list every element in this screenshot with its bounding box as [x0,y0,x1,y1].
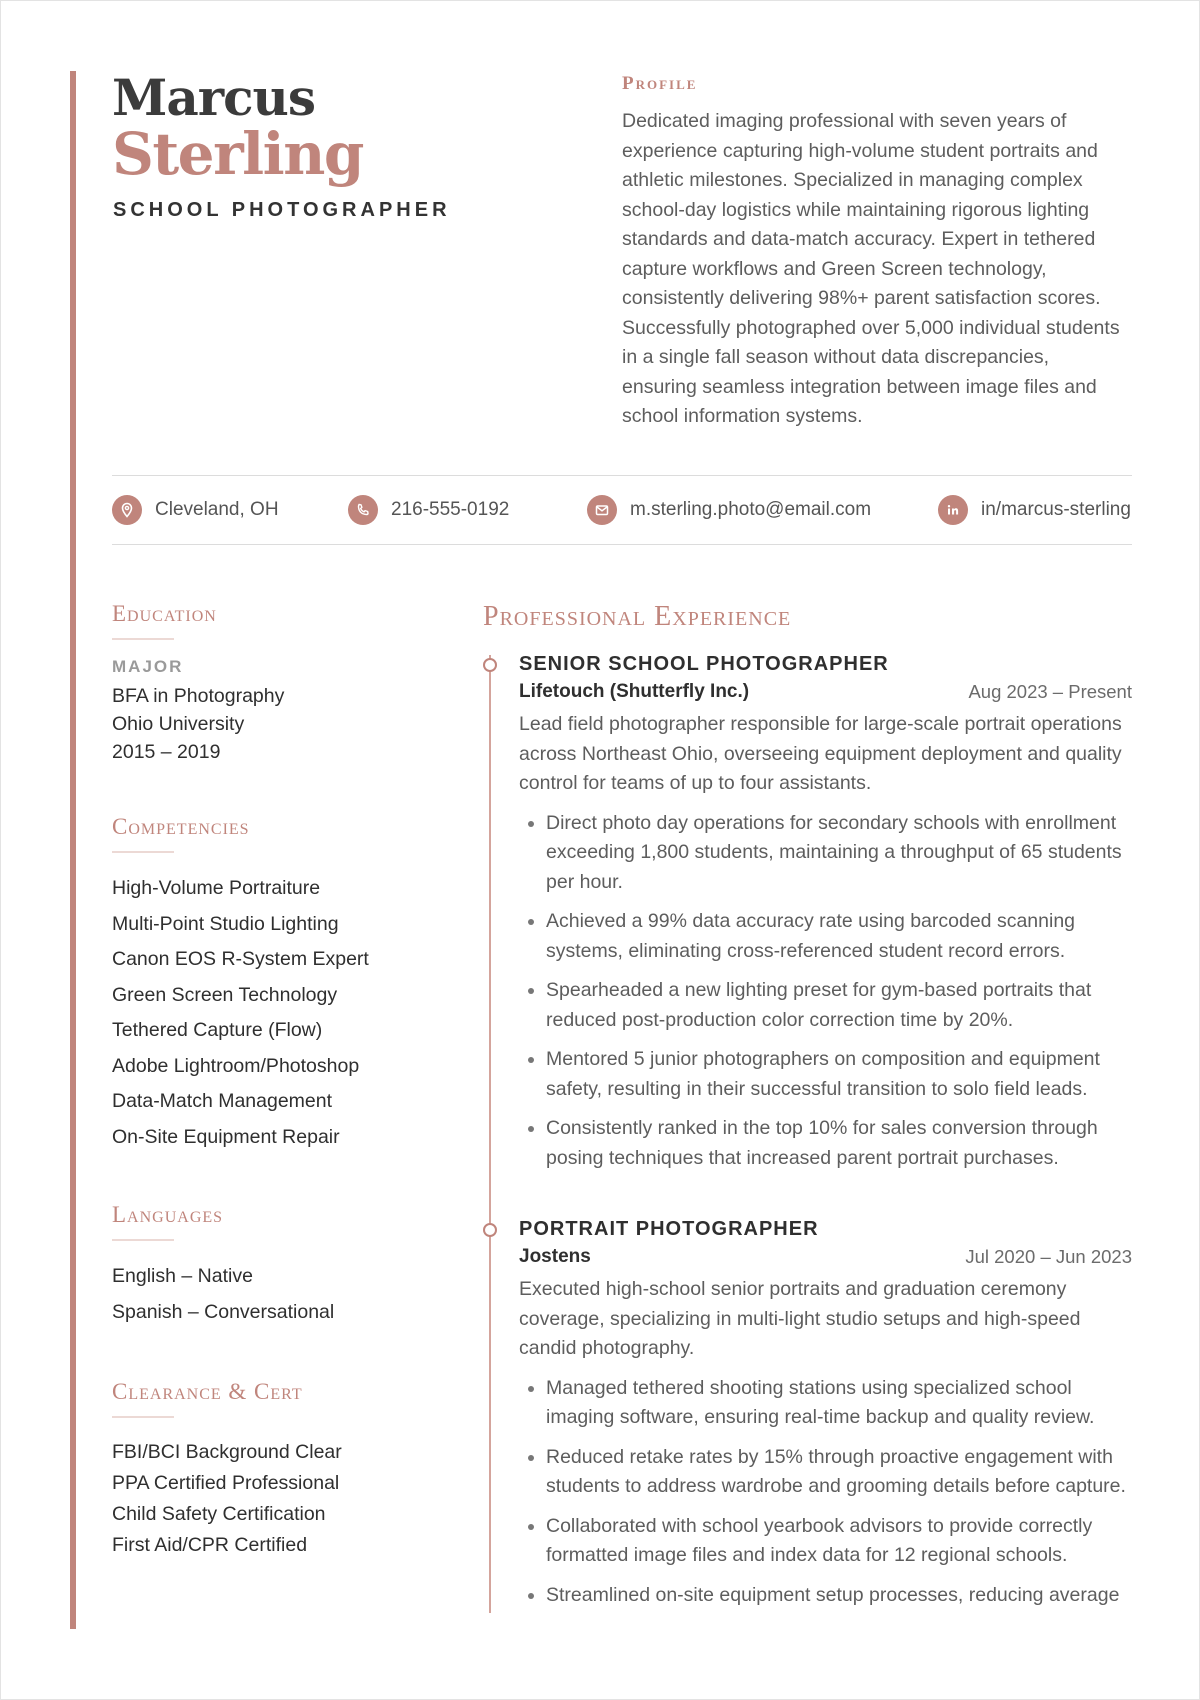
list-item: PPA Certified Professional [112,1472,340,1494]
clearance-heading: Clearance & Cert [112,1379,303,1404]
contact-linkedin-text: in/marcus-sterling [981,499,1131,520]
job-role: SENIOR SCHOOL PHOTOGRAPHER [519,653,889,675]
list-item: Tethered Capture (Flow) [112,1019,323,1041]
job-summary: Lead field photographer responsible for large-scale portrait operations across Northeast Ohio, overseeing equipment deployment and quality control for teams of up to four assistants. [519,713,1122,794]
profile-text: Dedicated imaging professional with seven years of experience capturing high-volume student portraits and athletic milestones. Specialized in managing complex school-day logistics while maintaining rigorous lighting standards and data-match accuracy. Expert in tethered capture workflows and Green Screen technology, consistently delivering 98%+ parent satisfaction scores. Successfully photographed over 5,000 individual students in a single fall season without data discrepancies, ensuring seamless integration between image files and school information systems. [622,110,1120,427]
timeline-dot [483,1223,497,1237]
education-details [112,682,284,766]
contact-location-text: Cleveland, OH [155,499,279,520]
timeline-dot [483,658,497,672]
job-dates: Jul 2020 – Jun 2023 [965,1246,1132,1267]
education-school: Ohio University [112,713,245,735]
competencies-list [112,871,369,1155]
contact-top-rule [112,475,1132,476]
list-item: Spanish – Conversational [112,1300,335,1323]
job-entry-1 [519,650,1132,1183]
languages-list [112,1259,334,1330]
list-item: • Collaborated with school yearbook advisors to provide correctly formatted image files and index data for 12 regional schools. [546,1512,1132,1571]
languages-underline [112,1239,174,1241]
accent-bar [70,71,76,1629]
languages-heading: Languages [112,1202,224,1227]
list-item: Canon EOS R-System Expert [112,948,369,970]
education-years: 2015 – 2019 [112,741,221,763]
job-role: PORTRAIT PHOTOGRAPHER [519,1218,819,1240]
clearance-underline [112,1416,174,1418]
list-item: • Mentored 5 junior photographers on composition and equipment safety, resulting in their successful transition to solo field leads. [546,1045,1132,1104]
phone-icon [348,495,378,525]
job-company: Jostens [519,1246,591,1267]
list-item: • Reduced retake rates by 15% through proactive engagement with students to address wardrobe and grooming details before capture. [546,1443,1132,1502]
contact-location [112,494,279,526]
contact-email[interactable] [587,494,871,526]
last-name: Sterling [112,120,363,188]
profile-heading: Profile [622,73,698,94]
contact-bottom-rule [112,544,1132,545]
job-meta [519,1243,1132,1271]
list-item: Data-Match Management [112,1090,333,1112]
list-item: • Managed tethered shooting stations using specialized school imaging software, ensuring real-time backup and quality review. [546,1374,1132,1433]
education-heading: Education [112,601,217,626]
competencies-underline [112,851,174,853]
job-summary: Executed high-school senior portraits and graduation ceremony coverage, specializing in multi-light studio setups and high-speed candid photography. [519,1278,1081,1359]
job-bullets [519,1374,1132,1611]
list-item: Child Safety Certification [112,1503,326,1525]
location-pin-icon [112,495,142,525]
list-item: Green Screen Technology [112,983,338,1006]
list-item: Adobe Lightroom/Photoshop [112,1054,360,1077]
competencies-heading: Competencies [112,814,250,839]
education-underline [112,638,174,640]
list-item: • Direct photo day operations for secondary schools with enrollment exceeding 1,800 students, maintaining a throughput of 65 students per hour. [546,809,1132,898]
job-meta [519,678,1132,706]
contact-linkedin[interactable] [938,494,1131,526]
linkedin-icon [938,495,968,525]
education-degree: BFA in Photography [112,685,285,707]
job-entry-2 [519,1215,1132,1620]
job-company: Lifetouch (Shutterfly Inc.) [519,681,750,702]
contact-phone[interactable] [348,494,509,526]
list-item: English – Native [112,1265,253,1287]
contact-phone-text: 216-555-0192 [391,499,510,520]
list-item: • Spearheaded a new lighting preset for gym-based portraits that reduced post-production color correction time by 20%. [546,976,1132,1035]
list-item: • Streamlined on-site equipment setup processes, reducing average [546,1581,1132,1611]
first-name: Marcus [112,68,316,127]
list-item: First Aid/CPR Certified [112,1534,308,1556]
list-item: • Achieved a 99% data accuracy rate using barcoded scanning systems, eliminating cross-referenced student record errors. [546,907,1132,966]
envelope-icon [587,495,617,525]
job-dates: Aug 2023 – Present [968,681,1132,702]
timeline-line [489,655,491,1613]
experience-heading: Professional Experience [483,601,792,632]
list-item: FBI/BCI Background Clear [112,1441,342,1463]
job-title: SCHOOL PHOTOGRAPHER [113,199,451,221]
list-item: High-Volume Portraiture [112,877,321,899]
list-item: On-Site Equipment Repair [112,1125,340,1148]
job-bullets [519,809,1132,1174]
contact-email-text: m.sterling.photo@email.com [630,499,872,520]
clearance-list [112,1437,342,1561]
list-item: Multi-Point Studio Lighting [112,912,339,935]
major-label: MAJOR [112,657,184,676]
list-item: • Consistently ranked in the top 10% for sales conversion through posing techniques that increased parent portrait purchases. [546,1114,1132,1173]
